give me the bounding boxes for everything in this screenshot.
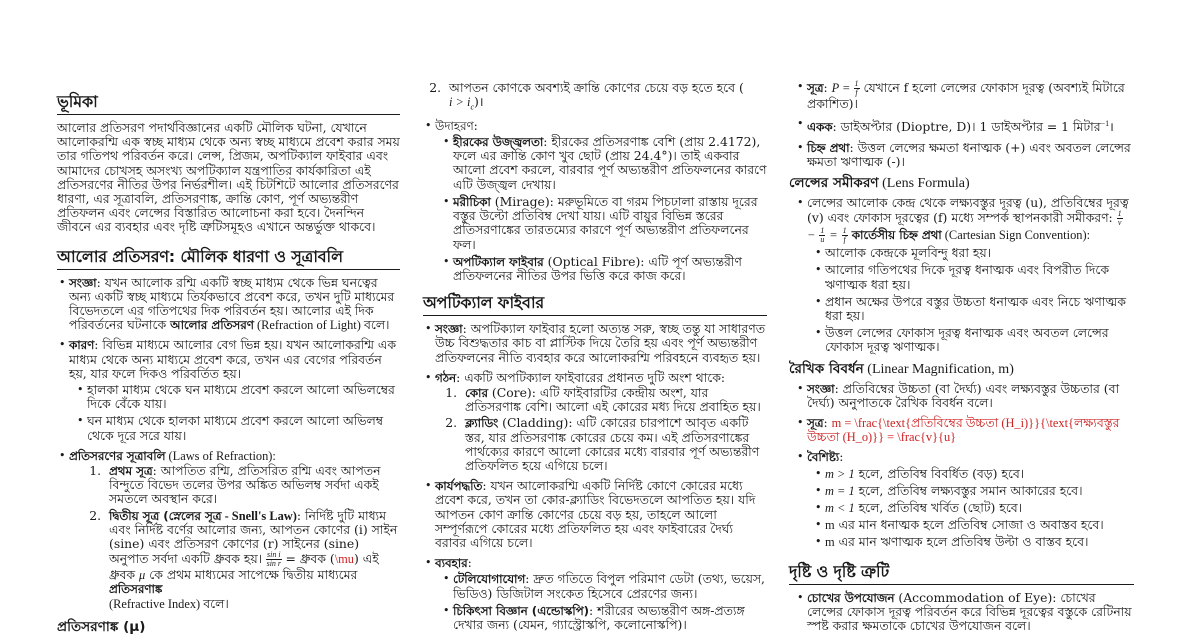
list-item: • m এর মান ঋণাত্মক হলে প্রতিবিম্ব উল্টা ও বাস্তব হবে। — [815, 535, 1134, 549]
law-1: 1. প্রথম সূত্র: আপতিত রশ্মি, প্রতিসরিত রশ্মি এবং আপতন বিন্দুতে বিভেদ তলের উপর অঙ্কিত অভিলম্ব সর্বদা একই সমতলে অবস্থান করে। — [105, 464, 400, 507]
list-item: • উত্তল লেন্সের ফোকাস দূরত্ব ধনাত্মক এবং অবতল লেন্সের ফোকাস দূরত্ব ঋণাত্মক। — [815, 326, 1134, 354]
section-heading-basics: আলোর প্রতিসরণ: মৌলিক ধারণা ও সূত্রাবলি — [57, 247, 400, 270]
tir-conditions-list — [423, 81, 767, 115]
law-2: 2. দ্বিতীয় সূত্র (স্নেলের সূত্র - Snell's Law): নির্দিষ্ট দুটি মাধ্যম এবং নির্দিষ্ট বর্ণের আলোর জন্য, আপতন কোণের (i) সাইন (sine) এবং প্রতিসরণ কোণের (r) সাইনের (sine) অনুপাত সর্বদা একটি ধ্রুবক হয়। $\frac{\text{sin i}}{\text{sin r}}$ = ধ্রুবক (\mu) এই ধ্রুবক μ কে প্রথম মাধ্যমের সাপেক্ষে দ্বিতীয় মাধ্যমের প্রতিসরণাঙ্ক (Refractive Index) বলে। — [105, 509, 400, 611]
fibre-uses: • ব্যবহার: • টেলিযোগাযোগ: দ্রুত গতিতে বিপুল পরিমাণ ডেটা (তথ্য, ভয়েস, ভিডিও) ডিজিটাল সংকেত হিসেবে প্রেরণের জন্য। • চিকিৎসা বিজ্ঞান (এন্ডোস্কপি): শরীরের অভ্যন্তরীণ অঙ্গ-প্রত্যঙ্গ দেখার জন্য (যেমন, গ্যাস্ট্রোস্কপি, কলোনোস্কপি)। — [425, 556, 767, 632]
latex-error-formula: m = \frac{\text{প্রতিবিম্বের উচ্চতা (H_i)}}{\text{লক্ষ্যবস্তুর উচ্চতা (H_o)}} = \frac{v}{u} — [807, 415, 1120, 445]
list-item: • ঘন মাধ্যম থেকে হালকা মাধ্যমে প্রবেশ করলে আলো অভিলম্ব থেকে দূরে সরে যায়। — [77, 414, 400, 442]
basics-list — [57, 276, 400, 611]
use-telecom: • টেলিযোগাযোগ: দ্রুত গতিতে বিপুল পরিমাণ ডেটা (তথ্য, ভয়েস, ভিডিও) ডিজিটাল সংকেত হিসেবে প্রেরণের জন্য। — [443, 572, 767, 600]
condition-2: 2. আপতন কোণকে অবশ্যই ক্রান্তি কোণের চেয়ে বড় হতে হবে ( $i > i_c)।$ — [445, 81, 767, 115]
cause-label: কারণ — [69, 338, 95, 353]
definition-label: সংজ্ঞা — [69, 275, 97, 290]
list-item: • m এর মান ধনাত্মক হলে প্রতিবিম্ব সোজা ও অবাস্তব হবে। — [815, 518, 1134, 532]
examples-list — [423, 119, 767, 283]
example-diamond: • হীরকের উজ্জ্বলতা: হীরকের প্রতিসরণাঙ্ক বেশি (প্রায় 2.4172), ফলে এর ক্রান্তি কোণ খুব ছোট (প্রায় 24.4°)। তাই একবার আলো প্রবেশ করলে, বারবার পূর্ণ অভ্যন্তরীণ প্রতিফলনের কারণে এটি উজ্জ্বল দেখায়। — [443, 135, 767, 192]
laws-label: প্রতিসরণের সূত্রাবলি — [69, 448, 166, 463]
definition-item: • সংজ্ঞা: যখন আলোক রশ্মি একটি স্বচ্ছ মাধ্যম থেকে ভিন্ন ঘনত্বের অন্য একটি স্বচ্ছ মাধ্যমে তির্যকভাবে প্রবেশ করে, তখন দুটি মাধ্যমের বিভেদতলে এর গতিপথের দিক পরিবর্তন হয়। আলোর এই দিক পরিবর্তনের ঘটনাকে আলোর প্রতিসরণ (Refraction of Light) বলে। — [59, 276, 400, 333]
fibre-definition: • সংজ্ঞা: অপটিক্যাল ফাইবার হলো অত্যন্ত সরু, স্বচ্ছ তন্তু যা সাধারণত উচ্চ বিশুদ্ধতার কাচ বা প্লাস্টিক দিয়ে তৈরি হয় এবং পূর্ণ অভ্যন্তরীণ প্রতিফলনের নীতি ব্যবহার করে আলোকরশ্মি পরিবহনে ব্যবহৃত হয়। — [425, 322, 767, 365]
refraction-term: আলোর প্রতিসরণ — [170, 318, 254, 333]
accommodation-item: • চোখের উপযোজন (Accommodation of Eye): চোখের লেন্সের ফোকাস দূরত্ব পরিবর্তন করে বিভিন্ন দূরত্বের বস্তুকে রেটিনায় স্পষ্ট করার ক্ষমতাকে চোখের উপযোজন বলে। — [797, 591, 1134, 634]
vision-list — [789, 591, 1134, 634]
latex-error-mu: \mu — [334, 552, 354, 567]
cause-sublist — [69, 383, 400, 443]
power-sign: • চিহ্ন প্রথা: উত্তল লেন্সের ক্ষমতা ধনাত্মক (+) এবং অবতল লেন্সের ক্ষমতা ঋণাত্মক (-)। — [797, 141, 1134, 169]
list-item: • হালকা মাধ্যম থেকে ঘন মাধ্যমে প্রবেশ করলে আলো অভিলম্বের দিকে বেঁকে যায়। — [77, 383, 400, 411]
fibre-method: • কার্যপদ্ধতি: যখন আলোকরশ্মি একটি নির্দিষ্ট কোণে কোরের মধ্যে প্রবেশ করে, তখন তা কোর-ক্ল্যাডিং বিভেদতলে আপতিত হয়। যদি আপতন কোণ ক্রান্তি কোণের চেয়ে বড় হয়, তাহলে আলো সম্পূর্ণরূপে কোরের মধ্যে প্রতিফলিত হয় এবং ফাইবারের দৈর্ঘ্য বরাবর এগিয়ে চলে। — [425, 479, 767, 550]
examples-item: • উদাহরণ: • হীরকের উজ্জ্বলতা: হীরকের প্রতিসরণাঙ্ক বেশি (প্রায় 2.4172), ফলে এর ক্রান্তি কোণ খুব ছোট (প্রায় 24.4°)। তাই একবার আলো প্রবেশ করলে, বারবার পূর্ণ অভ্যন্তরীণ প্রতিফলনের কারণে এটি উজ্জ্বল দেখায়। • মরীচিকা (Mirage): মরুভূমিতে বা গরম পিচঢালা রাস্তায় দূরের বস্তুর উল্টো প্রতিবিম্ব দেখা যায়। এটি বায়ুর বিভিন্ন স্তরের প্রতিসরণাঙ্কের তারতম্যের কারণে পূর্ণ অভ্যন্তরীণ প্রতিফলনের ফল। • অপটিক্যাল ফাইবার (Optical Fibre): এটি পূর্ণ অভ্যন্তরীণ প্রতিফলনের নীতির উপর ভিত্তি করে কাজ করে। — [425, 119, 767, 283]
power-formula: • সূত্র: P = $\frac{1}{f}$ যেখানে f হলো লেন্সের ফোকাস দূরত্ব (অবশ্যই মিটারে প্রকাশিত)। — [797, 80, 1134, 111]
lens-formula-list — [789, 196, 1134, 355]
magnification-features: • বৈশিষ্ট্য: • m > 1 হলে, প্রতিবিম্ব বিবর্ধিত (বড়) হবে। • m = 1 হলে, প্রতিবিম্ব লক্ষ্যবস্তুর সমান আকারের হবে। • m < 1 হলে, প্রতিবিম্ব খর্বিত (ছোট) হবে। • m এর মান ধনাত্মক হলে প্রতিবিম্ব সোজা ও অবাস্তব হবে। • m এর মান ঋণাত্মক হলে প্রতিবিম্ব উল্টা ও বাস্তব হবে। — [797, 450, 1134, 549]
list-item: • m = 1 হলে, প্রতিবিম্ব লক্ষ্যবস্তুর সমান আকারের হবে। — [815, 484, 1134, 498]
magnification-definition: • সংজ্ঞা: প্রতিবিম্বের উচ্চতা (বা দৈর্ঘ্য) এবং লক্ষ্যবস্তুর উচ্চতার (বা দৈর্ঘ্য) অনুপাতকে রৈখিক বিবর্ধন বলে। — [797, 382, 1134, 410]
section-heading-vision: দৃষ্টি ও দৃষ্টি ত্রুটি — [789, 562, 1134, 585]
section-heading-optical-fibre: অপটিক্যাল ফাইবার — [423, 293, 767, 316]
fibre-cladding: 2. ক্ল্যাডিং (Cladding): এটি কোরের চারপাশে আবৃত একটি স্তর, যার প্রতিসরণাঙ্ক কোরের চেয়ে কম। এই প্রতিসরণাঙ্কের পার্থক্যের কারণে আলো কোরের মধ্যে বারবার পূর্ণ অভ্যন্তরীণ প্রতিফলিত হয়ে এগিয়ে চলে। — [461, 416, 767, 473]
cause-item: • কারণ: বিভিন্ন মাধ্যমে আলোর বেগ ভিন্ন হয়। যখন আলোকরশ্মি এক মাধ্যম থেকে অন্য মাধ্যমে প্রবেশ করে, তখন এর বেগের পরিবর্তন হয়, যার ফলে দিকও পরিবর্তিত হয়। • হালকা মাধ্যম থেকে ঘন মাধ্যমে প্রবেশ করলে আলো অভিলম্বের দিকে বেঁকে যায়। • ঘন মাধ্যম থেকে হালকা মাধ্যমে প্রবেশ করলে আলো অভিলম্ব থেকে দূরে সরে যায়। — [59, 338, 400, 442]
power-list — [789, 80, 1134, 169]
intro-paragraph: আলোর প্রতিসরণ পদার্থবিজ্ঞানের একটি মৌলিক ঘটনা, যেখানে আলোকরশ্মি এক স্বচ্ছ মাধ্যম থেকে অন্য স্বচ্ছ মাধ্যমে প্রবেশ করার সময় তার গতিপথ পরিবর্তন করে। লেন্স, প্রিজম, অপটিক্যাল ফাইবার এবং আমাদের চোখসহ অসংখ্য অপটিক্যাল যন্ত্রপাতির কার্যকারিতা এই প্রতিসরণের নীতির উপর নির্ভরশীল। এই চিটশিটে আলোর প্রতিসরণের ধারণা, এর সূত্রাবলি, প্রতিসরণাঙ্ক, ক্রান্তি কোণ, পূর্ণ অভ্যন্তরীণ প্রতিফলন এবং লেন্সের বিস্তারিত আলোচনা করা হবে। দৈনন্দিন জীবনে এর ব্যবহার এবং দৃষ্টি ত্রুটিসমূহও এখানে অন্তর্ভুক্ত থাকবে। — [57, 120, 400, 235]
subheading-refractive-index: প্রতিসরণাঙ্ক (μ) — [57, 618, 146, 635]
fibre-structure: • গঠন: একটি অপটিক্যাল ফাইবারের প্রধানত দুটি অংশ থাকে: 1. কোর (Core): এটি ফাইবারটির কেন্দ্রীয় অংশ, যার প্রতিসরণাঙ্ক বেশি। আলো এই কোরের মধ্য দিয়ে প্রবাহিত হয়। 2. ক্ল্যাডিং (Cladding): এটি কোরের চারপাশে আবৃত একটি স্তর, যার প্রতিসরণাঙ্ক কোরের চেয়ে কম। এই প্রতিসরণাঙ্কের পার্থক্যের কারণে আলো কোরের মধ্যে বারবার পূর্ণ অভ্যন্তরীণ প্রতিফলিত হয়ে এগিয়ে চলে। — [425, 371, 767, 473]
column-1 — [57, 92, 400, 639]
snell-fraction: $\frac{\text{sin i}}{\text{sin r}}$ — [266, 550, 282, 569]
list-item: • আলোক কেন্দ্রকে মূলবিন্দু ধরা হয়। — [815, 246, 1134, 260]
section-heading-intro: ভূমিকা — [57, 92, 400, 115]
lens-formula-item: • লেন্সের আলোক কেন্দ্র থেকে লক্ষ্যবস্তুর দূরত্ব (u), প্রতিবিম্বের দূরত্ব (v) এবং ফোকাস দূরত্বের (f) মধ্যে সম্পর্ক স্থাপনকারী সমীকরণ: $\frac{1}{v}$ − $\frac{1}{u}$ = $\frac{1}{f}$ কার্তেসীয় চিহ্ন প্রথা (Cartesian Sign Convention): • আলোক কেন্দ্রকে মূলবিন্দু ধরা হয়। • আলোর গতিপথের দিকে দূরত্ব ধনাত্মক এবং বিপরীত দিকে ঋণাত্মক ধরা হয়। • প্রধান অক্ষের উপরে বস্তুর উচ্চতা ধনাত্মক এবং নিচে ঋণাত্মক ধরা হয়। • উত্তল লেন্সের ফোকাস দূরত্ব ধনাত্মক এবং অবতল লেন্সের ফোকাস দূরত্ব ঋণাত্মক। — [797, 196, 1134, 355]
list-item: • প্রধান অক্ষের উপরে বস্তুর উচ্চতা ধনাত্মক এবং নিচে ঋণাত্মক ধরা হয়। — [815, 295, 1134, 323]
list-item: • আলোর গতিপথের দিকে দূরত্ব ধনাত্মক এবং বিপরীত দিকে ঋণাত্মক ধরা হয়। — [815, 263, 1134, 291]
laws-item: • প্রতিসরণের সূত্রাবলি (Laws of Refraction): 1. প্রথম সূত্র: আপতিত রশ্মি, প্রতিসরিত রশ্মি এবং আপতন বিন্দুতে বিভেদ তলের উপর অঙ্কিত অভিলম্ব সর্বদা একই সমতলে অবস্থান করে। 2. দ্বিতীয় সূত্র (স্নেলের সূত্র - Snell's Law): নির্দিষ্ট দুটি মাধ্যম এবং নির্দিষ্ট বর্ণের আলোর জন্য, আপতন কোণের (i) সাইন (sine) এবং প্রতিসরণ কোণের (r) সাইনের (sine) অনুপাত সর্বদা একটি ধ্রুবক হয়। $\frac{\text{sin i}}{\text{sin r}}$ = ধ্রুবক (\mu) এই ধ্রুবক μ কে প্রথম মাধ্যমের সাপেক্ষে দ্বিতীয় মাধ্যমের প্রতিসরণাঙ্ক (Refractive Index) বলে। — [59, 449, 400, 611]
example-optical-fibre: • অপটিক্যাল ফাইবার (Optical Fibre): এটি পূর্ণ অভ্যন্তরীণ প্রতিফলনের নীতির উপর ভিত্তি করে কাজ করে। — [443, 255, 767, 283]
list-item: • m > 1 হলে, প্রতিবিম্ব বিবর্ধিত (বড়) হবে। — [815, 467, 1134, 481]
column-2 — [423, 81, 767, 638]
example-mirage: • মরীচিকা (Mirage): মরুভূমিতে বা গরম পিচঢালা রাস্তায় দূরের বস্তুর উল্টো প্রতিবিম্ব দেখা যায়। এটি বায়ুর বিভিন্ন স্তরের প্রতিসরণাঙ্কের তারতম্যের কারণে পূর্ণ অভ্যন্তরীণ প্রতিফলনের ফল। — [443, 195, 767, 252]
use-medical: • চিকিৎসা বিজ্ঞান (এন্ডোস্কপি): শরীরের অভ্যন্তরীণ অঙ্গ-প্রত্যঙ্গ দেখার জন্য (যেমন, গ্যাস্ট্রোস্কপি, কলোনোস্কপি)। — [443, 604, 767, 632]
list-item: • m < 1 হলে, প্রতিবিম্ব খর্বিত (ছোট) হবে। — [815, 501, 1134, 515]
subheading-lens-formula: লেন্সের সমীকরণ (Lens Formula) — [789, 174, 970, 191]
magnification-list — [789, 382, 1134, 550]
column-3 — [789, 80, 1134, 639]
laws-list — [69, 464, 400, 611]
fibre-list — [423, 322, 767, 632]
power-unit: • একক: ডাইঅপ্টার (Dioptre, D)। 1 ডাইঅপ্টার = 1 মিটার$^{-1}$। — [797, 117, 1134, 134]
subheading-magnification: রৈখিক বিবর্ধন (Linear Magnification, m) — [789, 360, 1014, 377]
magnification-formula: • সূত্র: m = \frac{\text{প্রতিবিম্বের উচ্চতা (H_i)}}{\text{লক্ষ্যবস্তুর উচ্চতা (H_o)}} = \frac{v}{u} — [797, 416, 1134, 444]
fibre-core: 1. কোর (Core): এটি ফাইবারটির কেন্দ্রীয় অংশ, যার প্রতিসরণাঙ্ক বেশি। আলো এই কোরের মধ্য দিয়ে প্রবাহিত হয়। — [461, 386, 767, 414]
